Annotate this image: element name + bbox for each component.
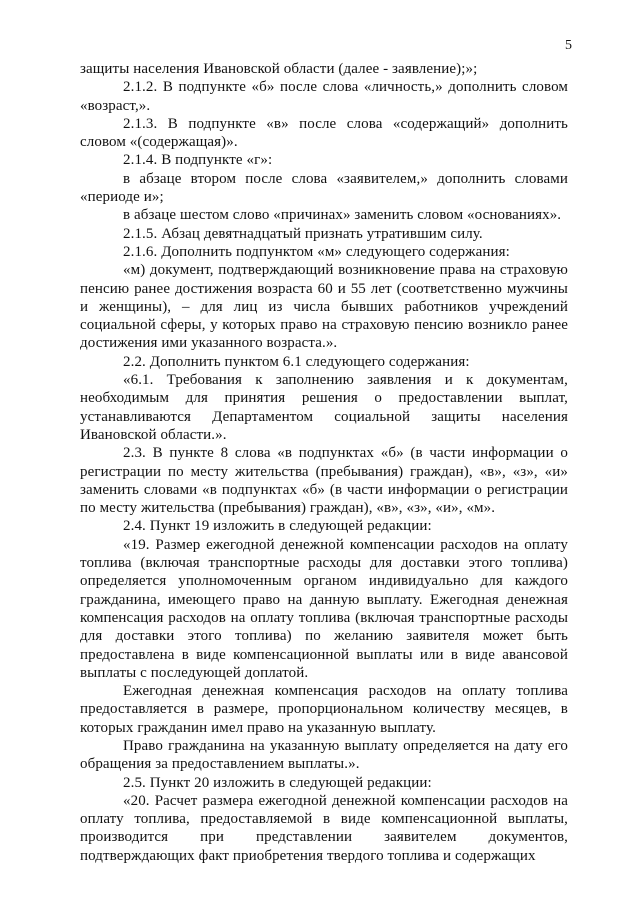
paragraph-19-part-3: Право гражданина на указанную выплату определяется на дату его обращения за предоставлением выплаты.». xyxy=(80,737,568,773)
paragraph-2-1-4-abzac-6: в абзаце шестом слово «причинах» заменить словом «основаниях». xyxy=(123,207,562,224)
paragraph-2-4: 2.4. Пункт 19 изложить в следующей редакции: xyxy=(123,518,432,535)
paragraph-2-5: 2.5. Пункт 20 изложить в следующей редакции: xyxy=(123,774,432,791)
paragraph-subpoint-m: «м) документ, подтверждающий возникновение права на страховую пенсию ранее достижения возраста 60 и 55 лет (соответственно мужчины и женщины), – для лиц из числа бывших работников учреждений социальной сферы, у которых право на страховую пенсию возникло ранее достижения ими указанного возраста.». xyxy=(80,262,568,352)
paragraph-2-1-6: 2.1.6. Дополнить подпунктом «м» следующего содержания: xyxy=(123,243,510,260)
page-number: 5 xyxy=(565,38,572,53)
document-body xyxy=(80,60,568,865)
paragraph-2-2: 2.2. Дополнить пунктом 6.1 следующего содержания: xyxy=(123,353,470,370)
paragraph-2-1-3: 2.1.3. В подпункте «в» после слова «содержащий» дополнить словом «(содержащая)». xyxy=(80,115,568,151)
paragraph-19: «19. Размер ежегодной денежной компенсации расходов на оплату топлива (включая транспортные расходы для доставки этого топлива) определяется уполномоченным органом индивидуально для каждого гражданина, имеющего право на данную выплату. Ежегодная денежная компенсация расходов на оплату топлива (включая транспортные расходы для доставки этого топлива) по желанию заявителя может быть предоставлена в виде компенсационной выплаты или в виде авансовой выплаты с последующей доплатой. xyxy=(80,536,568,681)
paragraph-2-1-2: 2.1.2. В подпункте «б» после слова «личность,» дополнить словом «возраст,». xyxy=(80,79,568,114)
paragraph-2-3: 2.3. В пункте 8 слова «в подпунктах «б» (в части информации о регистрации по месту жительства (пребывания) граждан), «в», «з», «и» заменить словами «в подпунктах «б» (в части информации о регистрации по месту жительства (пребывания) граждан), «в», «з», «и», «м». xyxy=(80,445,568,517)
paragraph-2-1-4: 2.1.4. В подпункте «г»: xyxy=(123,152,273,169)
paragraph-2-1-5: 2.1.5. Абзац девятнадцатый признать утратившим силу. xyxy=(123,225,483,242)
paragraph-20: «20. Расчет размера ежегодной денежной компенсации расходов на оплату топлива, предоставляемой в виде компенсационной выплаты, производится при представлении заявителем документов, подтверждающих факт приобретения твердого топлива и содержащих xyxy=(80,792,568,864)
paragraph-continuation: защиты населения Ивановской области (далее - заявление);»; xyxy=(80,61,478,77)
paragraph-19-part-2: Ежегодная денежная компенсация расходов на оплату топлива предоставляется в размере, пропорциональном количеству месяцев, в которых гражданин имел право на указанную выплату. xyxy=(80,683,568,736)
paragraph-2-1-4-abzac-2: в абзаце втором после слова «заявителем,» дополнить словами «периоде и»; xyxy=(80,170,568,206)
paragraph-6-1: «6.1. Требования к заполнению заявления и к документам, необходимым для принятия решения о предоставлении выплат, устанавливаются Департаментом социальной защиты населения Ивановской области.». xyxy=(80,372,568,443)
